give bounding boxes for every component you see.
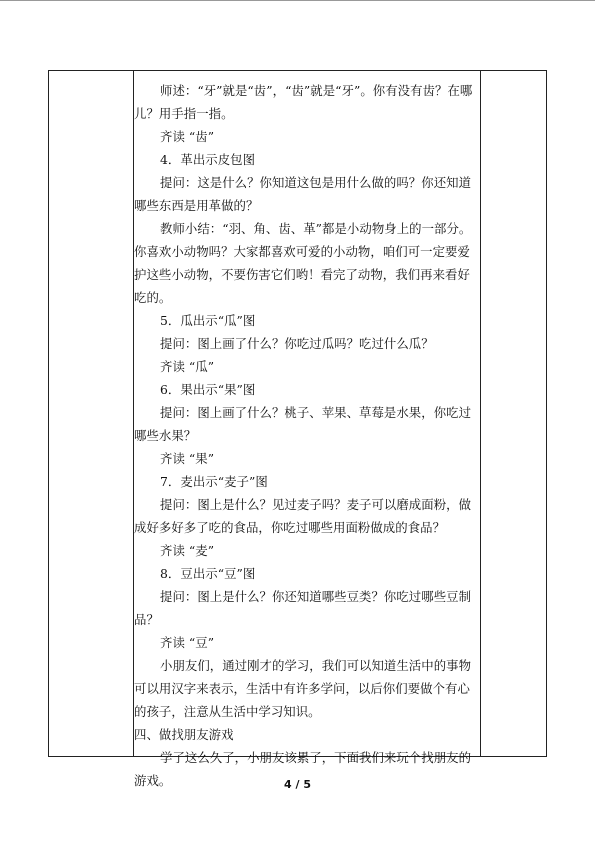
page-top-rule	[0, 0, 595, 1]
lesson-paragraph: 四、做找朋友游戏	[134, 727, 234, 742]
page-number: 4 / 5	[284, 778, 311, 791]
lesson-paragraph: 学了这么久了，小朋友该累了，下面我们来玩个找朋友的游戏。	[134, 750, 472, 788]
lesson-paragraph: 教师小结：“羽、角、齿、革”都是小动物身上的一部分。你喜欢小动物吗？大家都喜欢可爱的小动物，咱们可一定要爱护这些小动物，不要伤害它们哟！看完了动物，我们再来看好吃的。	[134, 221, 472, 305]
lesson-paragraph: 齐读 “果”	[160, 451, 215, 466]
lesson-paragraph: 8．豆出示“豆”图	[160, 566, 256, 581]
lesson-paragraph: 5．瓜出示“瓜”图	[160, 313, 256, 328]
lesson-paragraph: 提问：这是什么？你知道这包是用什么做的吗？你还知道哪些东西是用革做的？	[134, 175, 472, 213]
lesson-paragraph: 7．麦出示“麦子”图	[160, 474, 268, 489]
lesson-paragraph: 齐读 “齿”	[160, 129, 215, 144]
lesson-content-cell	[134, 79, 477, 792]
lesson-paragraph: 4．革出示皮包图	[160, 152, 256, 167]
lesson-paragraph: 齐读 “麦”	[160, 543, 215, 558]
lesson-paragraph: 小朋友们，通过刚才的学习，我们可以知道生活中的事物可以用汉字来表示，生活中有许多学问，以后你们要做个有心的孩子，注意从生活中学习知识。	[134, 658, 472, 719]
lesson-paragraph: 提问：图上是什么？见过麦子吗？麦子可以磨成面粉，做成好多好多了吃的食品，你吃过哪些用面粉做成的食品？	[134, 497, 472, 535]
lesson-paragraph: 齐读 “瓜”	[160, 359, 215, 374]
table-column-divider-right	[480, 71, 481, 756]
lesson-paragraph: 提问：图上画了什么？你吃过瓜吗？吃过什么瓜？	[160, 336, 434, 351]
lesson-paragraph: 6．果出示“果”图	[160, 382, 256, 397]
lesson-paragraph: 师述：“牙”就是“齿”，“齿”就是“牙”。你有没有齿？在哪儿？用手指一指。	[134, 83, 473, 121]
lesson-paragraph: 提问：图上是什么？你还知道哪些豆类？你吃过哪些豆制品？	[134, 589, 472, 627]
lesson-paragraph: 齐读 “豆”	[160, 635, 215, 650]
lesson-paragraph: 提问：图上画了什么？桃子、苹果、草莓是水果，你吃过哪些水果？	[134, 405, 472, 443]
